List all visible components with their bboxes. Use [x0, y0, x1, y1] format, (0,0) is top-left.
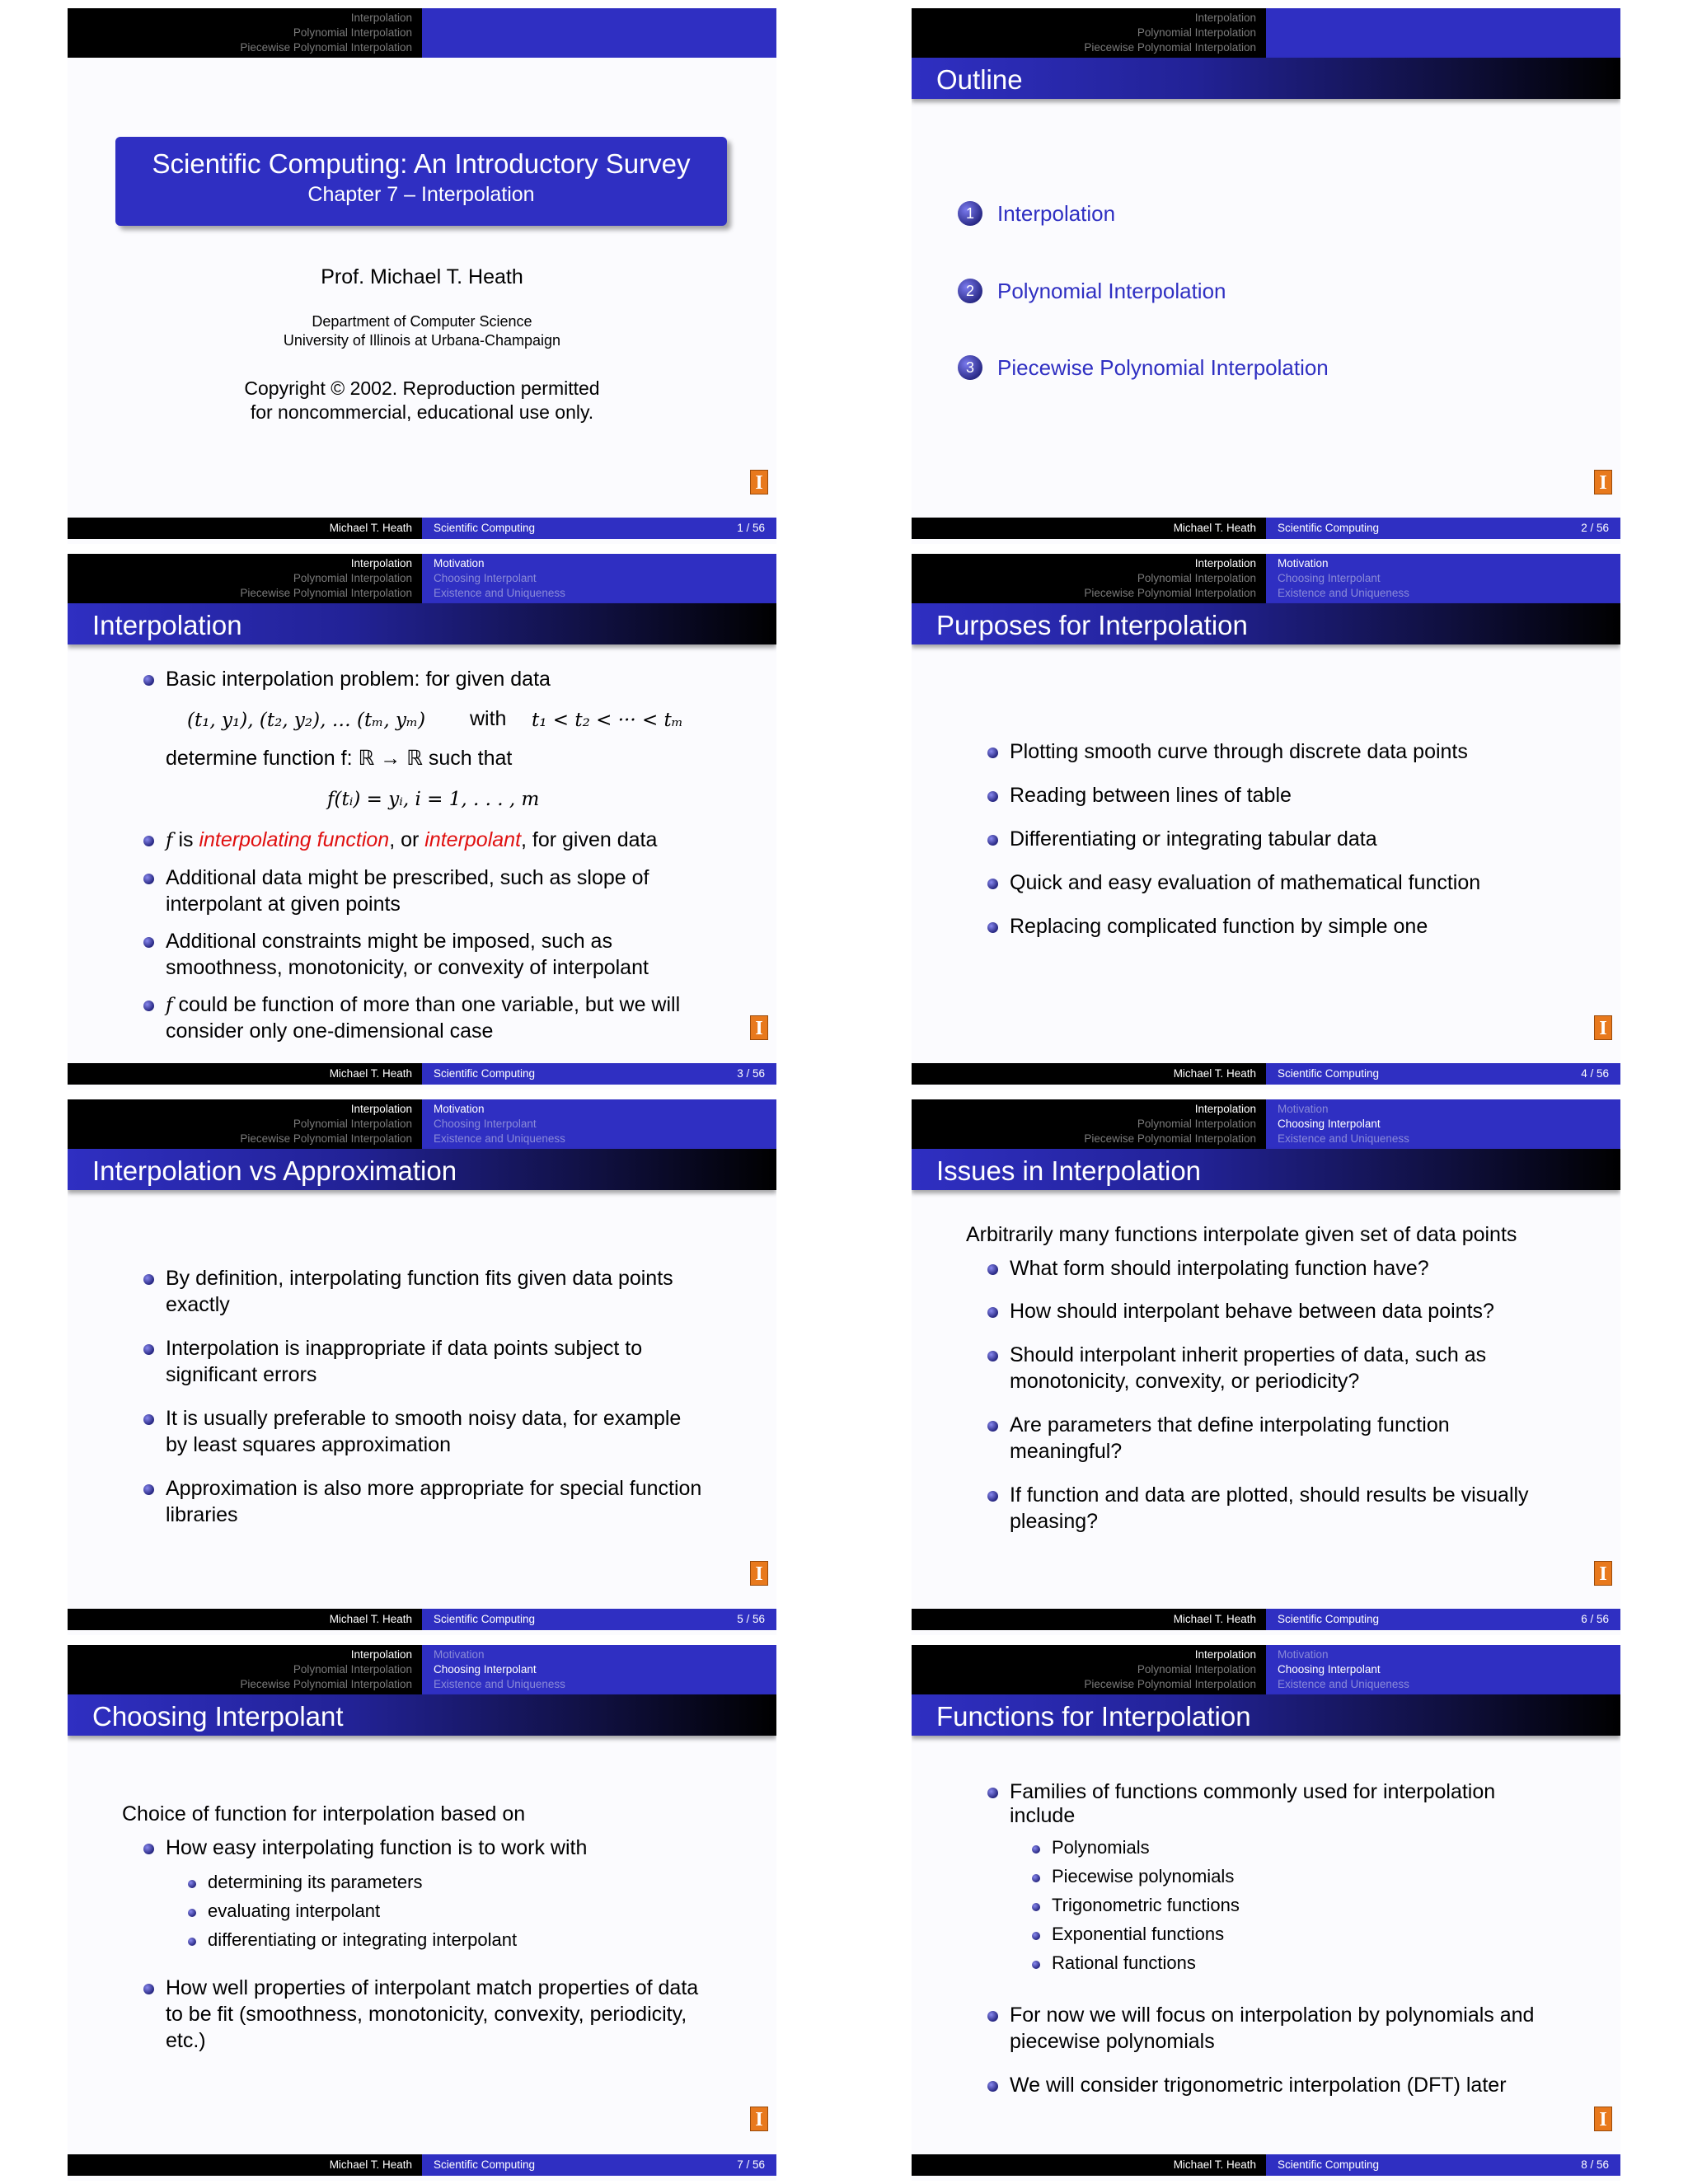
sub-bullet-icon [188, 1909, 196, 1917]
bullet-text: Differentiating or integrating tabular data [1010, 827, 1377, 851]
footer [68, 518, 776, 539]
bullet-text: exactly [166, 1293, 230, 1316]
slide-1 [68, 8, 776, 544]
footer-author: Michael T. Heath [329, 1067, 412, 1080]
bullet-text: f could be function of more than one variable, but we will [166, 993, 681, 1016]
bullet-icon [987, 835, 998, 846]
illinois-logo-icon: I [750, 1015, 768, 1040]
bullet-text: include [1010, 1804, 1076, 1827]
bullet-text: How easy interpolating function is to work with [166, 1836, 588, 1859]
outline-item-interpolation[interactable]: Interpolation [997, 201, 1116, 226]
bullet-text: How well properties of interpolant match properties of data [166, 1976, 699, 1999]
sub-bullet-icon [188, 1938, 196, 1946]
slide-7 [68, 1645, 776, 2181]
illinois-logo-icon: I [1594, 2107, 1612, 2131]
bullet-icon [143, 1344, 154, 1355]
bullet-icon [987, 922, 998, 933]
slide-title: Interpolation vs Approximation [92, 1155, 457, 1186]
footer-title: Scientific Computing [434, 522, 536, 534]
sub-bullet-text: Exponential functions [1052, 1924, 1225, 1944]
nav-section-link[interactable]: Piecewise Polynomial Interpolation [1084, 1678, 1256, 1690]
bullet-icon [143, 675, 154, 686]
footer [68, 1609, 776, 1630]
university: University of Illinois at Urbana-Champaign [283, 332, 561, 349]
slide-6 [912, 1099, 1620, 1635]
slide-title: Interpolation [92, 610, 242, 640]
nav-subsection-link[interactable]: Existence and Uniqueness [1278, 1678, 1409, 1690]
page-number: 1 / 56 [737, 522, 765, 534]
bullet-text: by least squares approximation [166, 1433, 452, 1456]
bullet-text: Additional constraints might be imposed, such as [166, 930, 612, 953]
footer-title: Scientific Computing [1278, 1067, 1380, 1080]
slide-title: Outline [936, 64, 1023, 95]
bullet-text: It is usually preferable to smooth noisy data, for example [166, 1407, 682, 1430]
bullet-text: Are parameters that define interpolating function [1010, 1413, 1450, 1436]
slide-title: Functions for Interpolation [936, 1701, 1251, 1732]
sub-bullet-text: Trigonometric functions [1052, 1895, 1240, 1915]
bullet-icon [987, 2081, 998, 2092]
bullet-icon [143, 1001, 154, 1011]
footer [912, 518, 1620, 539]
nav-subsection-link[interactable]: Existence and Uniqueness [1278, 1132, 1409, 1145]
intro-text: Choice of function for interpolation based on [122, 1802, 526, 1825]
bullet-text: determine function f: ℝ → ℝ such that [166, 747, 513, 770]
footer-author: Michael T. Heath [1173, 522, 1256, 534]
nav-subsection-link[interactable]: Existence and Uniqueness [1278, 587, 1409, 599]
math-interp-condition: f(tᵢ) = yᵢ, i = 1, . . . , m [327, 789, 540, 810]
copyright-line-2: for noncommercial, educational use only. [250, 401, 594, 423]
outline-number: 1 [958, 201, 982, 226]
nav-subsection-link[interactable]: Choosing Interpolant [1278, 1118, 1381, 1130]
copyright-line-1: Copyright © 2002. Reproduction permitted [244, 377, 600, 399]
nav-section-link[interactable]: Polynomial Interpolation [1137, 1663, 1256, 1675]
bullet-text: consider only one-dimensional case [166, 1019, 494, 1043]
outline-number: 2 [958, 279, 982, 303]
illinois-logo-icon: I [750, 1561, 768, 1586]
sub-bullet-text: differentiating or integrating interpolant [208, 1929, 518, 1950]
nav-section-link[interactable]: Piecewise Polynomial Interpolation [240, 1678, 412, 1690]
department: Department of Computer Science [312, 313, 532, 330]
slide-3 [68, 554, 776, 1090]
page-number: 6 / 56 [1581, 1613, 1609, 1625]
slide-8 [912, 1645, 1620, 2181]
bullet-text: interpolant at given points [166, 893, 401, 916]
bullet-icon [987, 1491, 998, 1502]
nav-subsection-link[interactable]: Motivation [434, 1648, 485, 1661]
nav-section-link[interactable]: Interpolation [1194, 1648, 1256, 1661]
footer-title: Scientific Computing [434, 2158, 536, 2171]
nav-subsection-link[interactable]: Motivation [434, 1103, 485, 1115]
illinois-logo-icon: I [1594, 1015, 1612, 1040]
nav-subsection-link[interactable]: Motivation [434, 557, 485, 569]
page-number: 5 / 56 [737, 1613, 765, 1625]
outline-item-piecewise[interactable]: Piecewise Polynomial Interpolation [997, 355, 1329, 380]
sub-bullet-text: Piecewise polynomials [1052, 1866, 1235, 1886]
bullet-icon [143, 1414, 154, 1425]
nav-section-link[interactable]: Interpolation [1194, 557, 1256, 569]
footer-author: Michael T. Heath [1173, 1613, 1256, 1625]
bullet-text: libraries [166, 1503, 238, 1526]
nav-subsection-link[interactable]: Motivation [1278, 1648, 1329, 1661]
footer-author: Michael T. Heath [329, 1613, 412, 1625]
footer [912, 2154, 1620, 2176]
nav-section-link[interactable]: Interpolation [350, 12, 412, 24]
presentation-subtitle: Chapter 7 – Interpolation [307, 183, 535, 206]
nav-section-link[interactable]: Piecewise Polynomial Interpolation [240, 41, 412, 54]
bullet-icon [987, 1788, 998, 1798]
bullet-text: piecewise polynomials [1010, 2030, 1215, 2053]
author-name: Prof. Michael T. Heath [321, 265, 523, 288]
nav-section-link[interactable]: Piecewise Polynomial Interpolation [1084, 587, 1256, 599]
footer-author: Michael T. Heath [329, 2158, 412, 2171]
outline-number: 3 [958, 355, 982, 380]
nav-subsection-link[interactable]: Choosing Interpolant [1278, 572, 1381, 584]
nav-section-link[interactable]: Polynomial Interpolation [293, 572, 412, 584]
nav-section-link[interactable]: Interpolation [350, 557, 412, 569]
sub-bullet-text: Rational functions [1052, 1952, 1196, 1973]
slide-title: Choosing Interpolant [92, 1701, 344, 1732]
bullet-text: Reading between lines of table [1010, 784, 1292, 807]
bullet-icon [987, 1307, 998, 1318]
nav-subsection-link[interactable]: Existence and Uniqueness [434, 1132, 565, 1145]
bullet-icon [143, 1844, 154, 1854]
nav-section-link[interactable]: Interpolation [350, 1103, 412, 1115]
bullet-icon [987, 879, 998, 889]
nav-section-link[interactable]: Polynomial Interpolation [1137, 26, 1256, 39]
bullet-text: If function and data are plotted, should results be visually [1010, 1483, 1529, 1507]
footer [68, 1063, 776, 1085]
footer-title: Scientific Computing [1278, 2158, 1380, 2171]
bullet-text: smoothness, monotonicity, or convexity of interpolant [166, 956, 649, 979]
bullet-icon [143, 937, 154, 948]
page-number: 3 / 56 [737, 1067, 765, 1080]
page-number: 7 / 56 [737, 2158, 765, 2171]
bullet-text: Approximation is also more appropriate for special function [166, 1477, 702, 1500]
page-number: 4 / 56 [1581, 1067, 1609, 1080]
footer-author: Michael T. Heath [329, 522, 412, 534]
nav-subsection-link[interactable]: Choosing Interpolant [1278, 1663, 1381, 1675]
nav-section-link[interactable]: Polynomial Interpolation [293, 26, 412, 39]
bullet-text: Families of functions commonly used for interpolation [1010, 1780, 1496, 1803]
sub-bullet-icon [1032, 1874, 1040, 1882]
bullet-text: with [470, 707, 507, 730]
math-ordering: t₁ < t₂ < ··· < tₘ [532, 710, 683, 731]
bullet-icon [987, 791, 998, 802]
outline-item-polynomial[interactable]: Polynomial Interpolation [997, 279, 1226, 303]
page-number: 8 / 56 [1581, 2158, 1609, 2171]
bullet-text: Additional data might be prescribed, such as slope of [166, 866, 649, 889]
sub-bullet-icon [1032, 1961, 1040, 1969]
bullet-text: Interpolation is inappropriate if data points subject to [166, 1337, 643, 1360]
nav-subsection-link[interactable]: Motivation [1278, 1103, 1329, 1115]
illinois-logo-icon: I [750, 470, 768, 494]
sub-bullet-icon [188, 1880, 196, 1888]
bullet-icon [987, 1264, 998, 1275]
bullet-icon [987, 1421, 998, 1432]
bullet-text: meaningful? [1010, 1440, 1123, 1463]
illinois-logo-icon: I [1594, 1561, 1612, 1586]
bullet-text: Should interpolant inherit properties of data, such as [1010, 1343, 1487, 1366]
footer [912, 1063, 1620, 1085]
footer-author: Michael T. Heath [1173, 2158, 1256, 2171]
slide-4 [912, 554, 1620, 1090]
bullet-text: to be fit (smoothness, monotonicity, convexity, periodicity, [166, 2003, 687, 2026]
illinois-logo-icon: I [750, 2107, 768, 2131]
footer-title: Scientific Computing [434, 1613, 536, 1625]
slide-5 [68, 1099, 776, 1635]
nav-subsection-link[interactable]: Choosing Interpolant [434, 1663, 537, 1675]
title-box [115, 137, 727, 226]
bullet-icon [143, 836, 154, 846]
bullet-text: Basic interpolation problem: for given data [166, 668, 551, 691]
nav-subsection-link[interactable]: Existence and Uniqueness [434, 1678, 565, 1690]
bullet-text: etc.) [166, 2029, 206, 2052]
presentation-title: Scientific Computing: An Introductory Survey [152, 148, 691, 179]
bullet-icon [143, 874, 154, 884]
sub-bullet-text: Polynomials [1052, 1837, 1150, 1858]
bullet-icon [987, 2011, 998, 2022]
bullet-text: What form should interpolating function have? [1010, 1257, 1429, 1280]
bullet-icon [987, 748, 998, 758]
nav-section-link[interactable]: Polynomial Interpolation [1137, 572, 1256, 584]
footer-title: Scientific Computing [1278, 522, 1380, 534]
bullet-text: pleasing? [1010, 1510, 1099, 1533]
footer-title: Scientific Computing [434, 1067, 536, 1080]
nav-section-link[interactable]: Interpolation [1194, 1103, 1256, 1115]
bullet-icon [143, 1984, 154, 1994]
bullet-text: We will consider trigonometric interpolation (DFT) later [1010, 2074, 1507, 2097]
footer [912, 1609, 1620, 1630]
bullet-text: How should interpolant behave between data points? [1010, 1300, 1494, 1323]
bullet-text: f is interpolating function, or interpolant, for given data [166, 828, 658, 851]
bullet-text: For now we will focus on interpolation by polynomials and [1010, 2004, 1535, 2027]
nav-subsection-link[interactable]: Choosing Interpolant [434, 572, 537, 584]
bullet-text: Replacing complicated function by simple one [1010, 915, 1428, 938]
sub-bullet-icon [1032, 1932, 1040, 1940]
nav-subsection-link[interactable]: Motivation [1278, 557, 1329, 569]
slide-title: Issues in Interpolation [936, 1155, 1202, 1186]
sub-bullet-icon [1032, 1845, 1040, 1854]
nav-section-link[interactable]: Piecewise Polynomial Interpolation [240, 1132, 412, 1145]
nav-section-link[interactable]: Polynomial Interpolation [293, 1663, 412, 1675]
bullet-text: monotonicity, convexity, or periodicity? [1010, 1370, 1360, 1393]
bullet-text: By definition, interpolating function fits given data points [166, 1267, 673, 1290]
sub-bullet-text: evaluating interpolant [208, 1900, 381, 1921]
bullet-text: significant errors [166, 1363, 317, 1386]
footer-title: Scientific Computing [1278, 1613, 1380, 1625]
bullet-icon [143, 1274, 154, 1285]
nav-subsection-link[interactable]: Choosing Interpolant [434, 1118, 537, 1130]
nav-section-link[interactable]: Interpolation [350, 1648, 412, 1661]
page-number: 2 / 56 [1581, 522, 1609, 534]
nav-section-link[interactable]: Piecewise Polynomial Interpolation [240, 587, 412, 599]
footer [68, 2154, 776, 2176]
bullet-text: Quick and easy evaluation of mathematical function [1010, 871, 1481, 894]
slide-title: Purposes for Interpolation [936, 610, 1248, 640]
bullet-text: Plotting smooth curve through discrete data points [1010, 740, 1468, 763]
nav-subsection-link[interactable]: Existence and Uniqueness [434, 587, 565, 599]
footer-author: Michael T. Heath [1173, 1067, 1256, 1080]
bullet-icon [987, 1351, 998, 1361]
nav-section-link[interactable]: Interpolation [1194, 12, 1256, 24]
nav-section-link[interactable]: Polynomial Interpolation [293, 1118, 412, 1130]
sub-bullet-text: determining its parameters [208, 1872, 423, 1892]
nav-section-link[interactable]: Piecewise Polynomial Interpolation [1084, 41, 1256, 54]
slide-2 [912, 8, 1620, 544]
nav-section-link[interactable]: Piecewise Polynomial Interpolation [1084, 1132, 1256, 1145]
illinois-logo-icon: I [1594, 470, 1612, 494]
sub-bullet-icon [1032, 1903, 1040, 1911]
intro-text: Arbitrarily many functions interpolate given set of data points [966, 1223, 1517, 1246]
bullet-icon [143, 1484, 154, 1495]
nav-section-link[interactable]: Polynomial Interpolation [1137, 1118, 1256, 1130]
math-data-points: (t₁, y₁), (t₂, y₂), … (tₘ, yₘ) [187, 710, 426, 731]
